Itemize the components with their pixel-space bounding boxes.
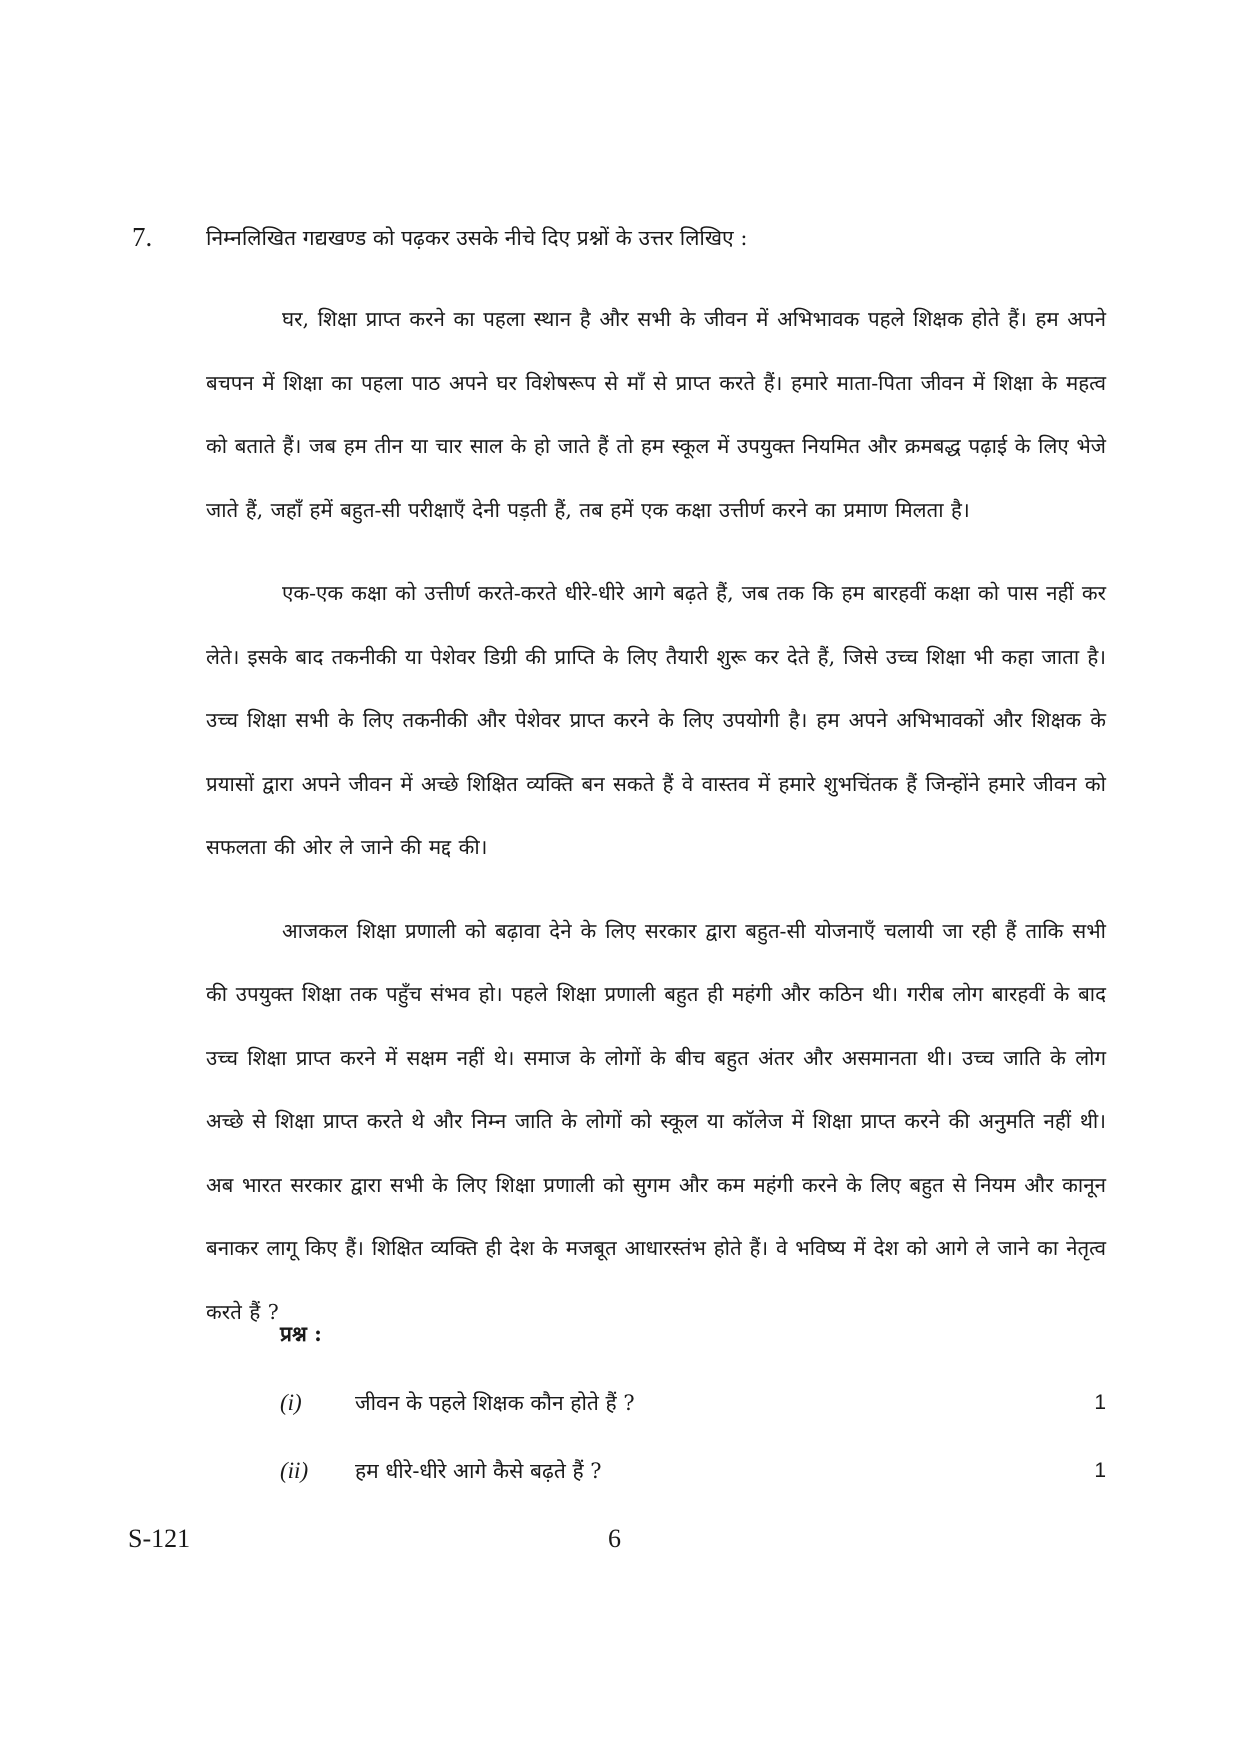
passage-paragraph-1: घर, शिक्षा प्राप्त करने का पहला स्थान है और सभी के जीवन में अभिभावक पहले शिक्षक होते हैं। हम अपने बचपन में शिक्षा का पहला पाठ अपने घर विशेषरूप से माँ से प्राप्त करते हैं। हमारे माता-पिता जीवन में शिक्षा के महत्व को बताते हैं। जब हम तीन या चार साल के हो जाते हैं तो हम स्कूल में उपयुक्त नियमित और क्रमबद्ध पढ़ाई के लिए भेजे जाते हैं, जहाँ हमें बहुत-सी परीक्षाएँ देनी पड़ती हैं, तब हमें एक कक्षा उत्तीर्ण करने का प्रमाण मिलता है।	[206, 307, 1106, 522]
passage-paragraph-3: आजकल शिक्षा प्रणाली को बढ़ावा देने के लिए सरकार द्वारा बहुत-सी योजनाएँ चलायी जा रही हैं ताकि सभी की उपयुक्त शिक्षा तक पहुँच संभव हो। पहले शिक्षा प्रणाली बहुत ही महंगी और कठिन थी। गरीब लोग बारहवीं के बाद उच्च शिक्षा प्राप्त करने में सक्षम नहीं थे। समाज के लोगों के बीच बहुत अंतर और असमानता थी। उच्च जाति के लोग अच्छे से शिक्षा प्राप्त करते थे और निम्न जाति के लोगों को स्कूल या कॉलेज में शिक्षा प्राप्त करने की अनुमति नहीं थी। अब भारत सरकार द्वारा सभी के लिए शिक्षा प्रणाली को सुगम और कम महंगी करने के लिए बहुत से नियम और कानून बनाकर लागू किए हैं। शिक्षित व्यक्ति ही देश के मजबूत आधारस्तंभ होते हैं। वे भविष्य में देश को आगे ले जाने का नेतृत्व करते हैं ?	[206, 918, 1106, 1324]
sub-question-1	[280, 1386, 1106, 1420]
sub-question-1-number: (i)	[280, 1390, 302, 1415]
sub-question-2-text: हम धीरे-धीरे आगे कैसे बढ़ते हैं ?	[355, 1459, 602, 1483]
page-number: 6	[608, 1524, 621, 1553]
sub-question-2-number: (ii)	[280, 1458, 309, 1483]
paper-code: S-121	[128, 1524, 191, 1553]
passage-paragraph-2: एक-एक कक्षा को उत्तीर्ण करते-करते धीरे-धीरे आगे बढ़ते हैं, जब तक कि हम बारहवीं कक्षा को पास नहीं कर लेते। इसके बाद तकनीकी या पेशेवर डिग्री की प्राप्ति के लिए तैयारी शुरू कर देते हैं, जिसे उच्च शिक्षा भी कहा जाता है। उच्च शिक्षा सभी के लिए तकनीकी और पेशेवर प्राप्त करने के लिए उपयोगी है। हम अपने अभिभावकों और शिक्षक के प्रयासों द्वारा अपने जीवन में अच्छे शिक्षित व्यक्ति बन सकते हैं वे वास्तव में हमारे शुभचिंतक हैं जिन्होंने हमारे जीवन को सफलता की ओर ले जाने की मद्द की।	[206, 581, 1106, 859]
sub-question-1-marks: 1	[1094, 1391, 1106, 1414]
questions-heading: प्रश्न :	[280, 1321, 322, 1346]
sub-question-2-marks: 1	[1094, 1459, 1106, 1482]
sub-question-1-text: जीवन के पहले शिक्षक कौन होते हैं ?	[355, 1391, 635, 1415]
question-number: 7.	[132, 222, 153, 252]
question-instruction: निम्नलिखित गद्यखण्ड को पढ़कर उसके नीचे दिए प्रश्नों के उत्तर लिखिए :	[206, 226, 748, 250]
sub-question-2	[280, 1454, 1106, 1488]
passage	[206, 288, 1106, 1364]
